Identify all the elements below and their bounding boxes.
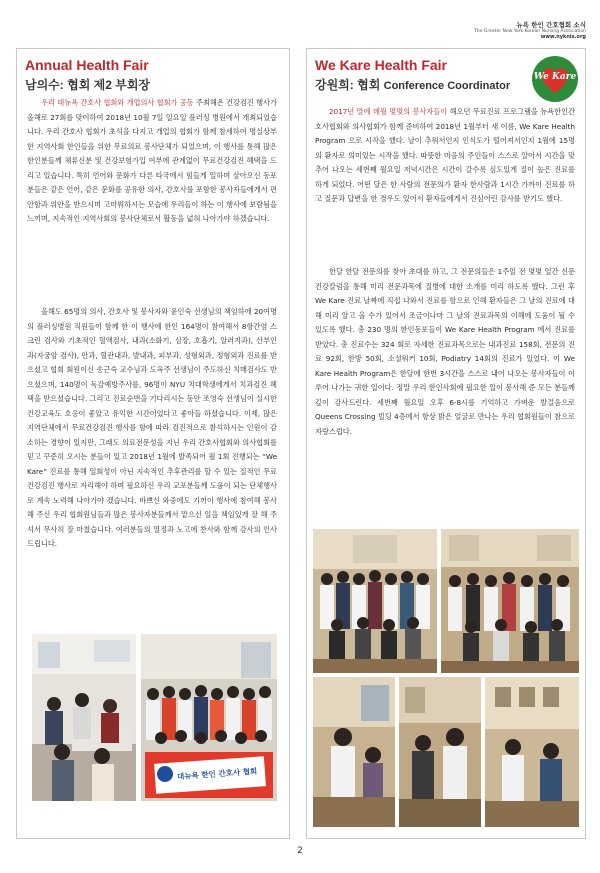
highlighted-text: 2017년 말에 매월 몇몇의 봉사자들이 [329, 107, 448, 116]
we-kare-photo-consultation-1 [313, 677, 395, 827]
org-name-korean: 뉴욕 한인 간호협회 소식 [516, 21, 586, 29]
banner-text: 대뉴욕 한인 간호사 협회 [176, 766, 258, 782]
highlighted-text: 우리 대뉴욕 간호사 협회와 개업의사 협회가 공동 [41, 98, 194, 107]
we-kare-photo-group-2 [441, 529, 579, 673]
paragraph-text: 해오던 무료진료 프로그램을 뉴욕한인간호사협회와 의사협회가 함께 준비하여 2018년 1월부터 새 이름, We Kare Health Program 으로 시작을 했다. 날이 추워서인지 인식도가 떨어져서인지 1월에 15명의 환자로 의미있는 시작을 했다. 따뜻한 마음의 주인들이 스스로 알아서 시간을 맞추어 나오는 세번째 월요일 저녁시간은 시간이 갈수록 심도있게 질이 높은 진료를 하게 되었다. 어떤 달은 한 사람의 전문의가 환자 한사람과 1시간 가까이 진료를 하고 질문과 답변을 한 경우도 있어서 환자들에게서 진심어린 감사를 받기도 했다. [315, 107, 575, 203]
health-fair-photo-clinic-room [32, 634, 136, 801]
we-kare-health-fair-article [306, 48, 586, 839]
we-kare-photo-consultation-2 [399, 677, 481, 827]
page-number: 2 [297, 846, 303, 856]
article-title: We Kare Health Fair [315, 57, 448, 73]
we-kare-photo-consultation-3 [485, 677, 579, 827]
byline-english: Conference Coordinator [383, 80, 511, 92]
org-name-english: The Greater New York Korean Nursing Association [474, 29, 586, 34]
we-kare-photo-group-1 [313, 529, 437, 673]
annual-health-fair-article [16, 48, 290, 839]
health-fair-photo-group [141, 634, 277, 801]
article-byline: 남의수: 협회 제2 부회장 [25, 78, 151, 92]
logo-text: We Kare [533, 72, 577, 82]
we-kare-logo [531, 55, 579, 103]
article-byline [315, 76, 510, 93]
article-title: Annual Health Fair [25, 57, 149, 73]
byline-korean: 강원희: 협회 [315, 78, 381, 92]
newsletter-masthead [474, 20, 586, 40]
article-paragraph: 한달 한달 전문의를 찾아 초대를 하고, 그 전문의들은 1주일 전 몇몇 일간 신문 건강칼럼을 통해 미리 전문과목에 질병에 대한 소개를 미리 하도록 했다. 그런 후 We Kare 진료 날짜에 직접 나와서 진료를 함으로 인해 환자들은 그 날의 진료에 대해 미리 알고 올 수가 있어서 조금이나마 그 날의 진료과목의 이해에 도움이 될 수 있도록 했다. 총 230 명의 한인동포들이 We Kare Health Program 에서 진료를 받았다. 총 진료수는 324 회로 자세한 진료과목으로는 내과진료 158회, 전문의 진료 92회, 한방 50회, 소셜워커 10회, Podiatry 14회의 진료가 있었다. 이 We Kare Health Program은 한달에 한번 3시간을 스스로 내어 나오는 봉사자들이 이루어 나가는 귀한 일이다. 정말 우리 한인사회에 필요한 일이 봉사해 준 모든 분들께 깊이 감사드린다. 세번째 월요일 오후 6-8시를 기억하고 가벼운 발걸음으로 Queens Crossing 빌딩 4층에서 항상 밝은 얼굴로 만나는 우리 협회원들이 참으로 자랑스럽다. [315, 267, 575, 436]
article-paragraph: 올해도 65명의 의사, 간호사 및 봉사자와 윤인숙 선생님의 책임하에 20여명의 플러싱병원 직원들이 함께 한 이 행사에 한인 164명이 참여해서 8항간염 스크린 검사와 기초적인 혈액검사, 내과(소화기, 심장, 호흡기, 알러지과), 산부인과(자궁암 검사), 안과, 혈관내과, 발내과, 피부과, 성형외과, 정형외과 진료를 받으셨고 협회 회원이신 송근숙 교수님과 도옥주 선생님이 주도하신 치매검사도 받으셨으며, 140명이 독감예방주사를, 96명이 NYU 치대학생에게서 치과검진 혜택을 받으셨습니다. 그리고 진료순번을 기다리시는 동안 조영숙 선생님이 실시한 건강교육도 호응이 좋았고 유익한 시간이었다고 좋아들 하셨습니다. 이제, 많은 지역단체에서 무료건강검진 행사를 함에 따라 검진적으로 참석하시는 인원이 감소하는 경향이 있지만, 그래도 의료전문성을 지닌 우리 간호사협회와 의사협회를 믿고 꾸준히 오시는 분들이 있고 2018년 1월에 발족되어 월 1회 진행되는 “We Kare” 진료를 통해 일회성이 아닌 지속적인 추후관리를 할 수 있는 질적인 무료건강검진 행사로 자리해야 하며 필요하신 우리 교포분들께 도움이 되는 단체행사로 계속 노력해 나아가야 겠습니다. 바쁘신 와중에도 기꺼이 행사에 참여해 봉사해 주신 우리 협회원님들과 많은 봉사자분들께서 맡으신 일을 책임있게 잘 해 주셔서 무사히 잘 마쳤습니다. 여러분들의 열정과 노고에 찬사와 함께 감사의 인사드립니다. [27, 307, 277, 548]
article-paragraph [27, 96, 277, 227]
article-paragraph [315, 105, 575, 207]
paragraph-text: 주최해온 건강검진 행사가 올해로 27회를 맞이하여 2018년 10월 7일 일요일 플러싱 병원에서 개최되었습니다. 우리 간호사 협회가 초석을 다지고 개업의 협회가 함께 참세하여 명실상부한 지역사회 한인들을 위한 무료의료 봉사단체가 되었으며, 이 행사를 통해 많은 한인분들께 체류신분 및 건강보험가입 여부에 관계없이 무료건강검진 혜택을 드리고 있습니다. 특히 언어와 문화가 다른 타국에서 힘들게 일하며 살아오신 동포분들은 같은 언어, 같은 문화를 공유한 의사, 간호사를 포함한 봉사자들에게서 편안함과 위안을 받으시며 고마워하시는 모습에 우리들이 하는 이 행사에 보람됨을 느끼며, 지속적인 지역사회의 봉사단체로서 활동을 넓혀 나아가야 하겠습니다. [27, 98, 277, 223]
org-url: www.nyknis.org [540, 34, 586, 40]
